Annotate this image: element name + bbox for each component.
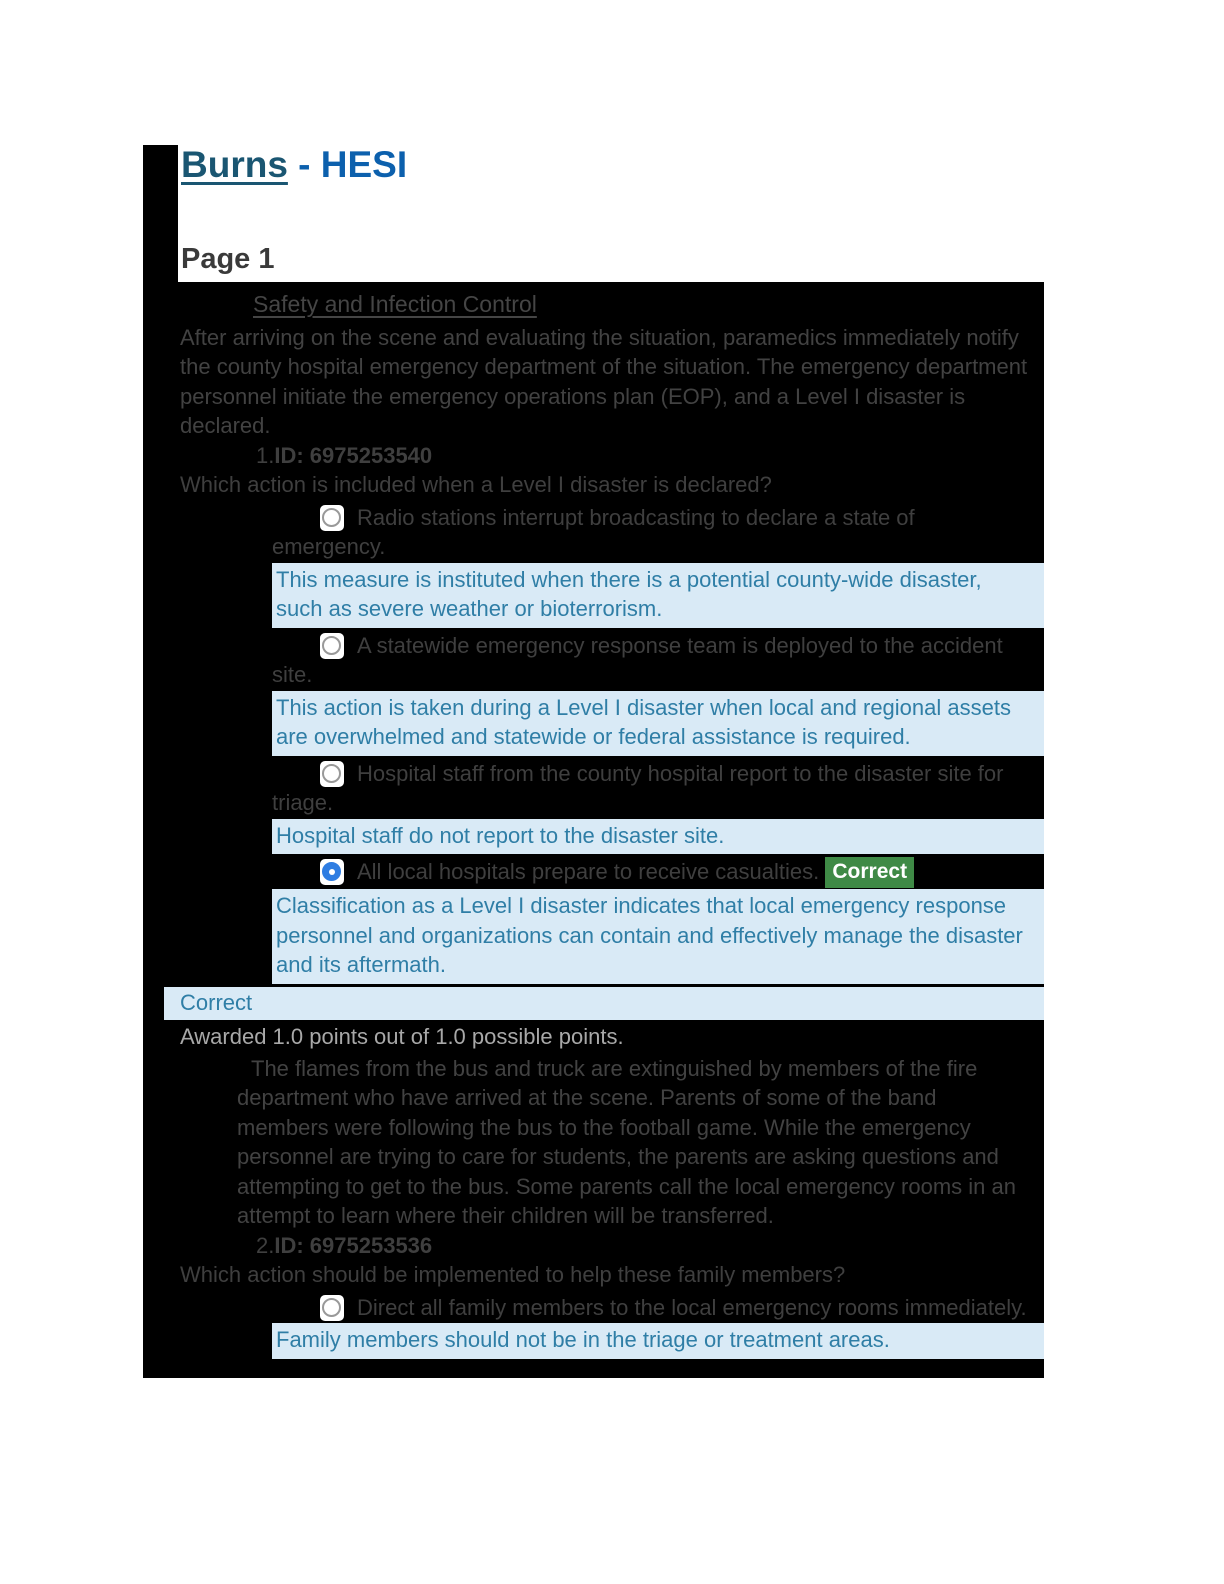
rationale-box: Family members should not be in the triage or treatment areas. bbox=[272, 1323, 1044, 1359]
question-2-id-value: ID: 6975253536 bbox=[274, 1232, 433, 1258]
burns-link[interactable]: Burns bbox=[181, 144, 288, 185]
option-text: A statewide emergency response team is deployed to the accident site. bbox=[272, 632, 1003, 687]
title-block bbox=[178, 145, 1044, 278]
question-1-id bbox=[256, 441, 1044, 471]
correct-badge: Correct bbox=[825, 857, 914, 888]
rationale-box: This action is taken during a Level I disaster when local and regional assets are overwhelmed and statewide or federal assistance is required. bbox=[272, 691, 1044, 756]
question-2-id bbox=[256, 1231, 1044, 1261]
radio-button-selected-icon[interactable] bbox=[320, 859, 344, 885]
option-text: Direct all family members to the local emergency rooms immediately. bbox=[357, 1294, 1027, 1320]
answer-option bbox=[272, 1293, 1044, 1323]
rationale-box: This measure is instituted when there is a potential county-wide disaster, such as severe weather or bioterrorism. bbox=[272, 563, 1044, 628]
question-1-id-value: ID: 6975253540 bbox=[274, 442, 433, 468]
document-title bbox=[181, 145, 1044, 185]
question-1-number: 1. bbox=[256, 442, 275, 468]
answer-option bbox=[272, 631, 1044, 690]
question-2-number: 2. bbox=[256, 1232, 275, 1258]
left-margin-bar bbox=[143, 145, 178, 1378]
answer-option-selected bbox=[272, 857, 1044, 888]
title-suffix: - HESI bbox=[287, 144, 408, 185]
option-text: Hospital staff from the county hospital report to the disaster site for triage. bbox=[272, 760, 1004, 815]
awarded-points: Awarded 1.0 points out of 1.0 possible points. bbox=[180, 1024, 624, 1049]
rationale-box: Classification as a Level I disaster indicates that local emergency response personnel and organizations can contain and effectively manage the disaster and its aftermath. bbox=[272, 889, 1044, 984]
quiz-content bbox=[178, 282, 1044, 1378]
radio-button-icon[interactable] bbox=[320, 1295, 344, 1321]
radio-button-icon[interactable] bbox=[320, 633, 344, 659]
option-text: Radio stations interrupt broadcasting to declare a state of emergency. bbox=[272, 504, 915, 559]
question-2-text: Which action should be implemented to help these family members? bbox=[180, 1262, 846, 1287]
scenario-text-2: The flames from the bus and truck are extinguished by members of the fire department who have arrived at the scene. Parents of some of the band members were following the bus to the football game. While the emergency personnel are trying to care for students, the parents are asking questions and attempting to get to the bus. Some parents call the local emergency rooms in an attempt to learn where their children will be transferred. bbox=[237, 1055, 1016, 1228]
radio-button-icon[interactable] bbox=[320, 505, 344, 531]
answer-option bbox=[272, 759, 1044, 818]
document-page bbox=[143, 145, 1044, 1378]
option-text: All local hospitals prepare to receive casualties. bbox=[357, 859, 820, 884]
feedback-label: Correct bbox=[164, 987, 1044, 1021]
answer-option bbox=[272, 503, 1044, 562]
rationale-box: Hospital staff do not report to the disaster site. bbox=[272, 819, 1044, 855]
section-title: Safety and Infection Control bbox=[253, 291, 537, 317]
question-1-text: Which action is included when a Level I disaster is declared? bbox=[180, 472, 772, 497]
page-label: Page 1 bbox=[181, 243, 275, 275]
scenario-text-1: After arriving on the scene and evaluating the situation, paramedics immediately notify the county hospital emergency department of the situation. The emergency department personnel initiate the emergency operations plan (EOP), and a Level I disaster is declared. bbox=[180, 324, 1028, 438]
radio-button-icon[interactable] bbox=[320, 761, 344, 787]
